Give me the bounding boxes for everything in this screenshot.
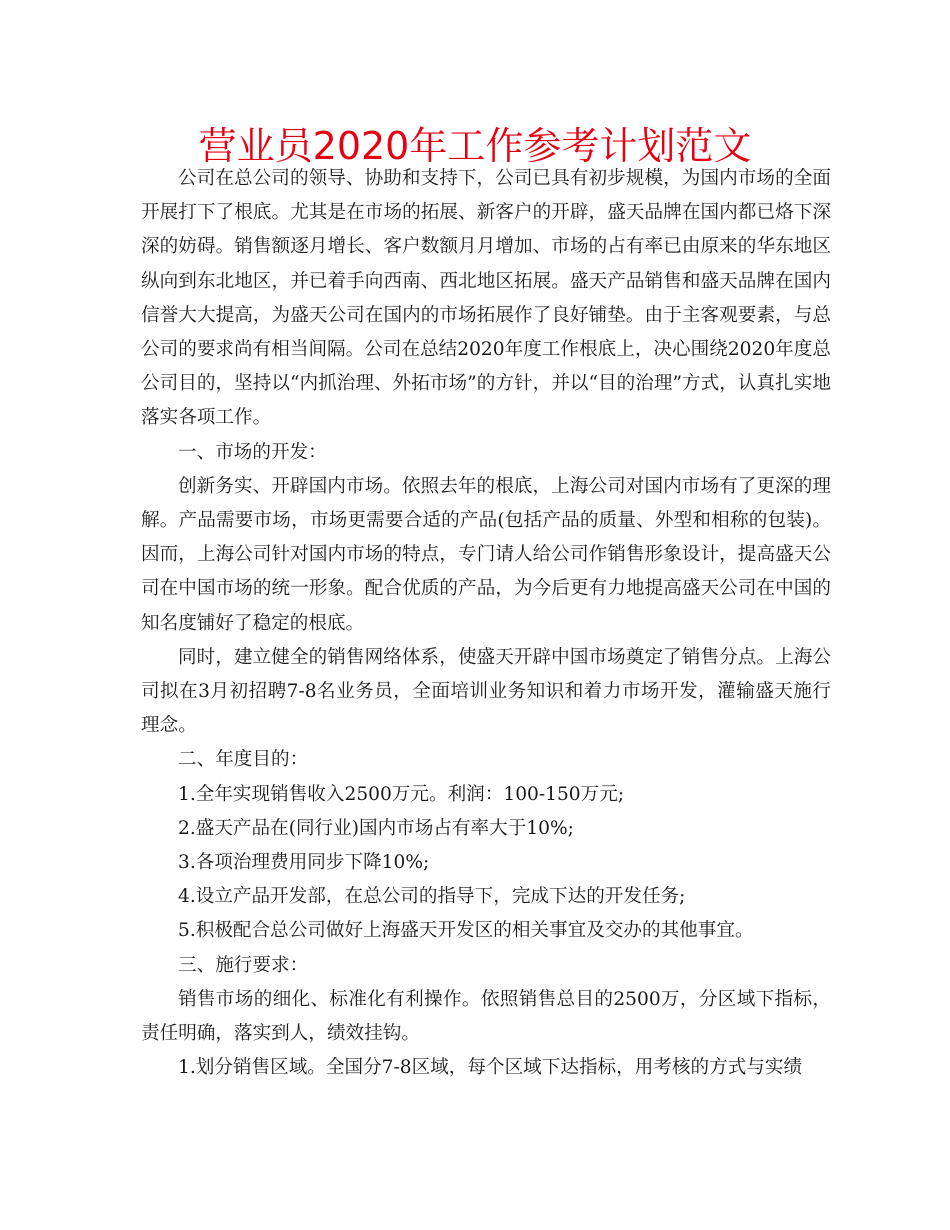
implementation-item-1: 1.划分销售区域。全国分7-8区域，每个区域下达指标，用考核的方式与实绩	[178, 1057, 803, 1079]
section-heading-implementation: 三、施行要求：	[178, 954, 309, 976]
paragraph-intro: 公司在总公司的领导、协助和支持下，公司已具有初步规模，为国内市场的全面开展打下了根底。尤其是在市场的拓展、新客户的开辟，盛天品牌在国内都已烙下深深的妨碍。销售额逐月增长、客户数额月月增加、市场的占有率已由原来的华东地区纵向到东北地区，并已着手向西南、西北地区拓展。盛天产品销售和盛天品牌在国内信誉大大提高，为盛天公司在国内的市场拓展作了良好铺垫。由于主客观要素，与总公司的要求尚有相当间隔。公司在总结2020年度工作根底上，决心围绕2020年度总公司目的，坚持以“内抓治理、外拓市场”的方针，并以“目的治理”方式，认真扎实地落实各项工作。	[141, 168, 831, 429]
goal-item-4: 4.设立产品开发部，在总公司的指导下，完成下达的开发任务;	[178, 886, 686, 908]
document-title: 营业员2020年工作参考计划范文	[198, 124, 752, 168]
goal-item-1: 1.全年实现销售收入2500万元。利润：100-150万元;	[178, 783, 625, 805]
goal-item-2: 2.盛天产品在(同行业)国内市场占有率大于10%;	[178, 817, 574, 839]
goal-item-5: 5.积极配合总公司做好上海盛天开发区的相关事宜及交办的其他事宜。	[178, 920, 754, 942]
document-body	[141, 162, 831, 1085]
section-heading-annual-goals: 二、年度目的：	[178, 749, 309, 771]
paragraph-sales-network: 同时，建立健全的销售网络体系，使盛天开辟中国市场奠定了销售分点。上海公司拟在3月初招聘7-8名业务员，全面培训业务知识和着力市场开发，灌输盛天施行理念。	[141, 646, 831, 737]
paragraph-sales-refinement: 销售市场的细化、标准化有利操作。依照销售总目的2500万，分区域下指标，责任明确，落实到人，绩效挂钩。	[141, 988, 831, 1045]
paragraph-market-innovation: 创新务实、开辟国内市场。依照去年的根底，上海公司对国内市场有了更深的理解。产品需要市场，市场更需要合适的产品(包括产品的质量、外型和相称的包装)。因而，上海公司针对国内市场的特点，专门请人给公司作销售形象设计，提高盛天公司在中国市场的统一形象。配合优质的产品，为今后更有力地提高盛天公司在中国的知名度铺好了稳定的根底。	[141, 475, 831, 634]
section-heading-market-development: 一、市场的开发：	[178, 441, 327, 463]
goal-item-3: 3.各项治理费用同步下降10%;	[178, 852, 430, 874]
